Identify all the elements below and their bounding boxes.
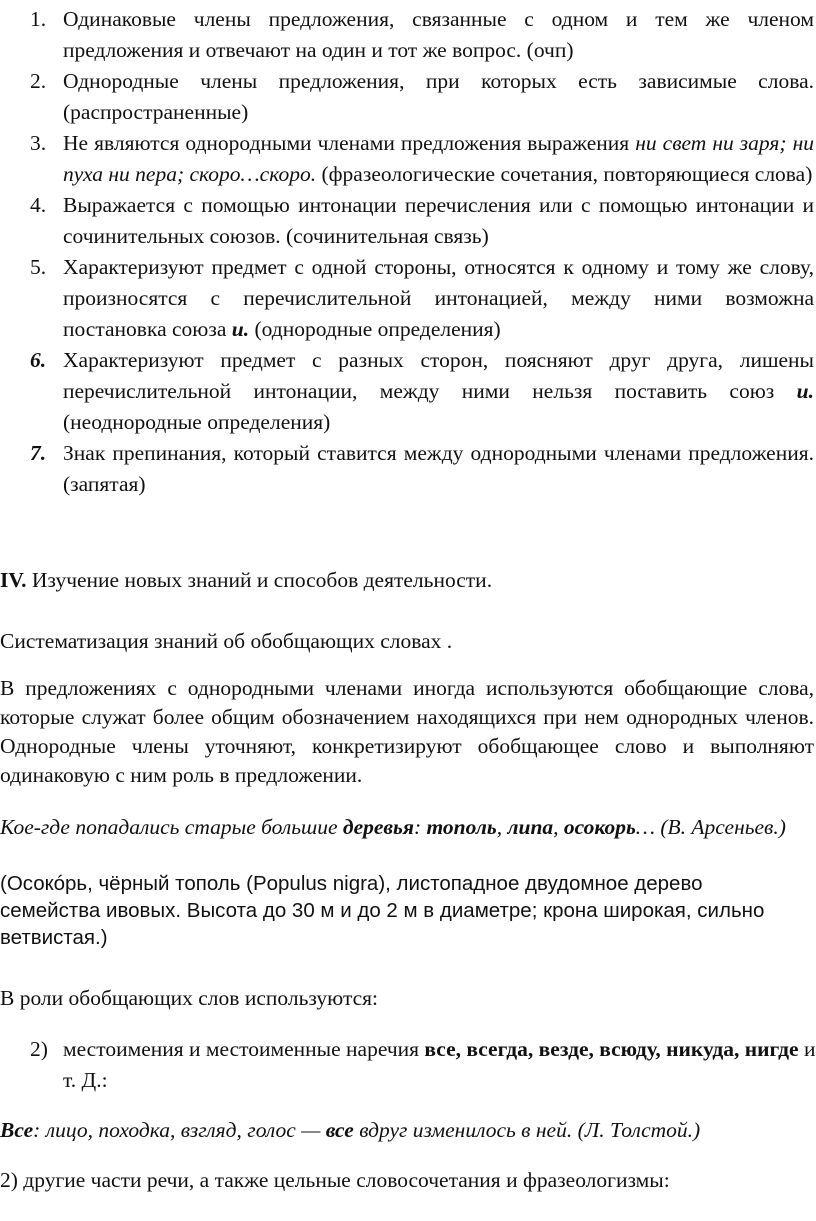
intro-paragraph: В предложениях с однородными членами иногда используются обобщающие слова, которые служат более общим обозначением находящихся при нем однородных членов. Однородные члены уточняют, конкретизируют обобщающее слово и выполняют одинаковую с ним роль в предложении. (0, 676, 814, 787)
list-text: Одинаковые члены предложения, связанные с одном и тем же членом предложения и отвечают на один и тот же вопрос. (очп) (63, 7, 814, 62)
example-sentence-2 (0, 1115, 814, 1146)
list-item (0, 4, 816, 66)
list-number: 1. (30, 7, 47, 31)
list-text: (фразеологические сочетания, повторяющиеся слова) (316, 162, 813, 186)
list-text: Характеризуют предмет с одной стороны, относятся к одному и тому же слову, произносятся с перечислительной интонацией, между ними возможна постановка союза (63, 255, 814, 341)
list-item-2 (0, 1034, 816, 1096)
list-text: Характеризуют предмет с разных сторон, поясняют друг друга, лишены перечислительной интонации, между ними нельзя поставить союз (63, 348, 814, 403)
generalizing-word: Все (0, 1118, 34, 1142)
list-text: Не являются однородными членами предложения выражения (63, 131, 636, 155)
answers-list (0, 4, 816, 500)
example-text: , (553, 815, 564, 839)
systematization-line: Систематизация знаний об обобщающих словах . (0, 629, 453, 653)
list-item (0, 438, 816, 500)
list-text-bold-italic: и. (231, 317, 250, 341)
roles-heading: В роли обобщающих слов используются: (0, 986, 379, 1010)
example-text: : (413, 815, 427, 839)
list-text: и т. Д.: (63, 1037, 816, 1092)
list-text-bold: все, всегда, везде, всюду, никуда, нигде (424, 1037, 799, 1061)
list-item (0, 190, 816, 252)
list-item (0, 66, 816, 128)
list-number: 4. (30, 193, 47, 217)
homogeneous-word: осокорь (563, 815, 636, 839)
example-text: вдруг изменилось в ней. (Л. Толстой.) (353, 1118, 701, 1142)
list-text: (однородные определения) (249, 317, 501, 341)
list-item (0, 345, 816, 438)
list-number: 5. (30, 255, 47, 279)
list-number: 7. (30, 441, 47, 465)
example-sentence-1 (0, 814, 790, 841)
example-text: : лицо, походка, взгляд, голос — (33, 1118, 326, 1142)
generalizing-word: деревья (342, 815, 414, 839)
list-number: 6. (30, 348, 47, 372)
homogeneous-word: липа (507, 815, 554, 839)
list-text: Знак препинания, который ставится между однородными членами предложения. (запятая) (63, 441, 814, 496)
generalizing-word: все (325, 1118, 354, 1142)
list-text: местоимения и местоименные наречия (63, 1037, 425, 1061)
list-text-italic: ни свет ни заря; ни пуха ни пера; скоро…скоро. (63, 131, 814, 186)
list-number: 2. (30, 69, 47, 93)
section-roman: IV. (0, 568, 27, 592)
list-number: 3. (30, 131, 47, 155)
list-text: Однородные члены предложения, при которых есть зависимые слова. (распространенные) (63, 69, 814, 124)
example-text: Кое-где попадались старые большие (0, 815, 343, 839)
section-heading (0, 565, 814, 596)
note-paragraph: (Осокóрь, чёрный тополь (Populus nigra), листопадное двудомное дерево семейства ивовых. Высота до 30 м и до 2 м в диаметре; крона широкая, сильно ветвистая.) (0, 872, 765, 949)
list-text-bold-italic: и. (796, 379, 814, 403)
item-last: 2) другие части речи, а также цельные словосочетания и фразеологизмы: (0, 1168, 670, 1192)
list-number: 2) (30, 1037, 48, 1061)
list-text: (неоднородные определения) (63, 410, 331, 434)
list-text: Выражается с помощью интонации перечисления или с помощью интонации и сочинительных союзов. (сочинительная связь) (63, 193, 814, 248)
example-text: , (496, 815, 508, 839)
example-text: … (В. Арсеньев.) (635, 815, 786, 839)
list-item (0, 252, 816, 345)
list-item (0, 128, 816, 190)
homogeneous-word: тополь (426, 815, 497, 839)
section-title: Изучение новых знаний и способов деятельности. (26, 568, 493, 592)
